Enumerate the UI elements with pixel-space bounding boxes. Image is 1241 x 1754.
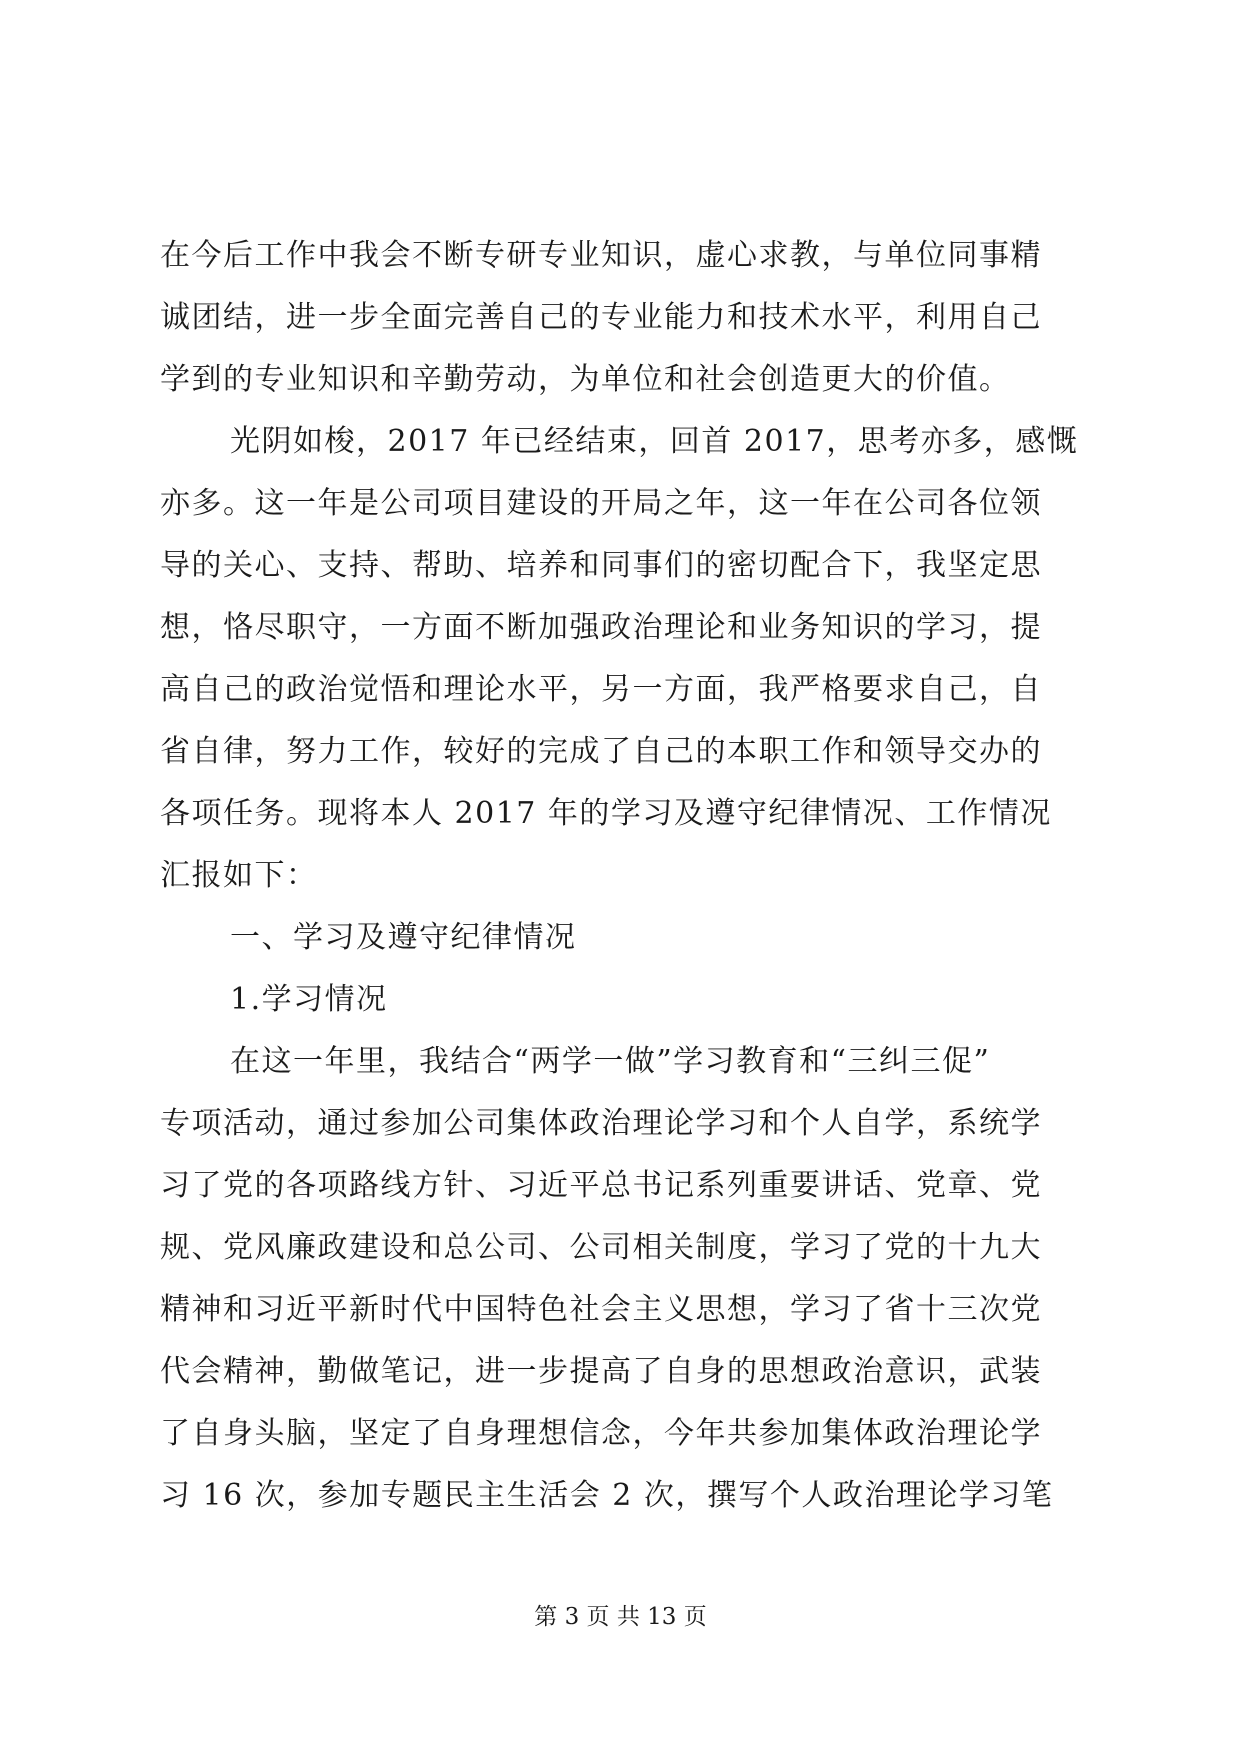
- text-line: 在今后工作中我会不断专研专业知识，虚心求教，与单位同事精: [160, 238, 1042, 273]
- text-line: 高自己的政治觉悟和理论水平，另一方面，我严格要求自己，自: [160, 672, 1042, 707]
- text-line: 导的关心、支持、帮助、培养和同事们的密切配合下，我坚定思: [160, 548, 1042, 583]
- text-line: 习了党的各项路线方针、习近平总书记系列重要讲话、党章、党: [160, 1168, 1042, 1203]
- text-line: 规、党风廉政建设和总公司、公司相关制度，学习了党的十九大: [160, 1230, 1042, 1265]
- text-line: 光阴如梭，2017 年已经结束，回首 2017，思考亦多，感慨: [230, 424, 1079, 459]
- text-line: 专项活动，通过参加公司集体政治理论学习和个人自学，系统学: [160, 1106, 1042, 1141]
- section-heading: 一、学习及遵守纪律情况: [230, 920, 577, 955]
- text-line: 诚团结，进一步全面完善自己的专业能力和技术水平，利用自己: [160, 300, 1042, 335]
- text-line: 代会精神，勤做笔记，进一步提高了自身的思想政治意识，武装: [160, 1354, 1042, 1389]
- text-line: 各项任务。现将本人 2017 年的学习及遵守纪律情况、工作情况: [160, 796, 1052, 831]
- text-line: 省自律，努力工作，较好的完成了自己的本职工作和领导交办的: [160, 734, 1042, 769]
- text-line: 精神和习近平新时代中国特色社会主义思想，学习了省十三次党: [160, 1292, 1042, 1327]
- page-number-footer: 第 3 页 共 13 页: [534, 1604, 707, 1630]
- text-line: 在这一年里，我结合“两学一做”学习教育和“三纠三促”: [230, 1044, 991, 1079]
- body-text: [160, 225, 1080, 1527]
- text-line: 学到的专业知识和辛勤劳动，为单位和社会创造更大的价值。: [160, 362, 1011, 397]
- text-line: 汇报如下：: [160, 858, 318, 893]
- subsection-heading: 1.学习情况: [230, 982, 388, 1017]
- text-line: 习 16 次，参加专题民主生活会 2 次，撰写个人政治理论学习笔: [160, 1478, 1054, 1513]
- text-line: 了自身头脑，坚定了自身理想信念，今年共参加集体政治理论学: [160, 1416, 1042, 1451]
- text-line: 想，恪尽职守，一方面不断加强政治理论和业务知识的学习，提: [160, 610, 1042, 645]
- text-line: 亦多。这一年是公司项目建设的开局之年，这一年在公司各位领: [160, 486, 1042, 521]
